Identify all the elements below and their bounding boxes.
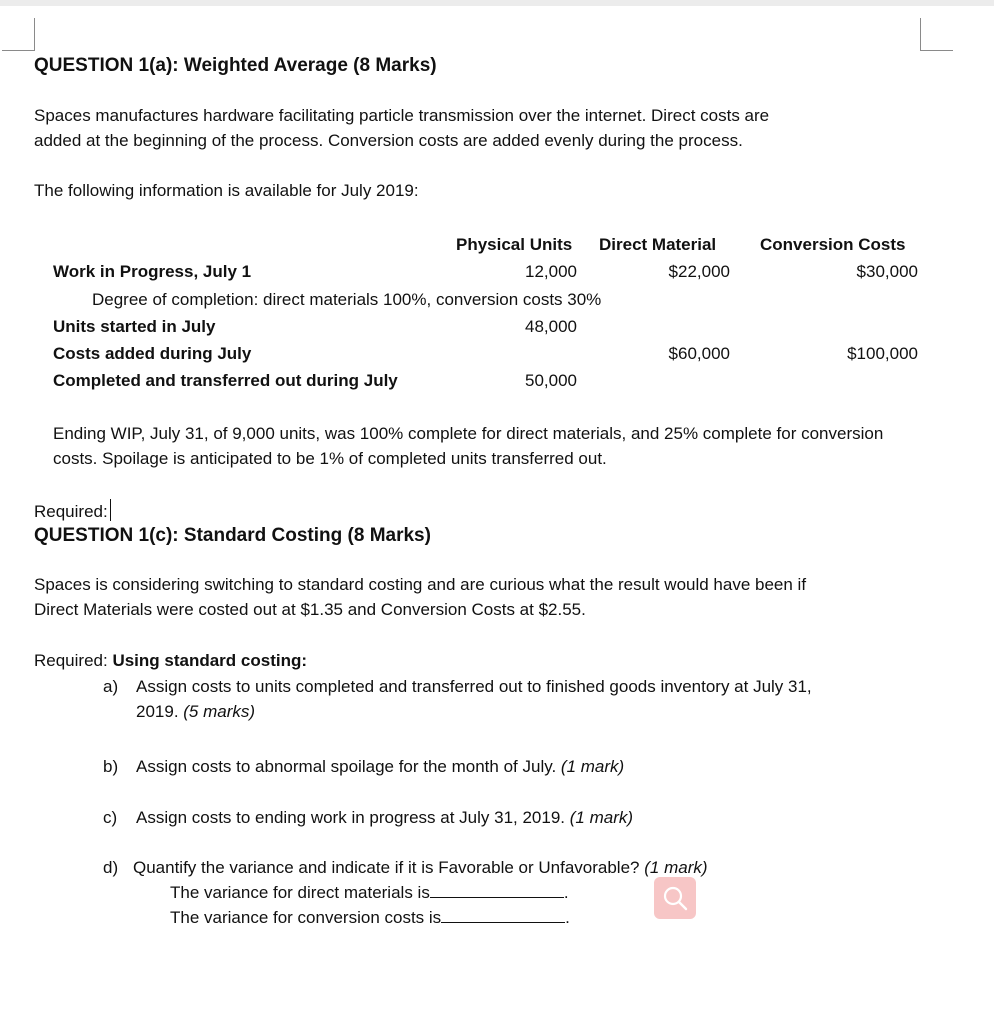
row-costs-added-cc: $100,000 — [847, 344, 918, 363]
page-corner-mark-right — [920, 18, 953, 51]
item-text-line-1: Assign costs to units completed and transferred out to finished goods inventory at July 31, — [136, 677, 812, 696]
header-conversion-costs: Conversion Costs — [760, 235, 906, 254]
item-marks: (1 mark) — [560, 757, 625, 776]
item-marker: c) — [103, 808, 118, 827]
variance-cc-line: The variance for conversion costs is . — [170, 908, 570, 927]
variance-cc-label: The variance for conversion costs is — [170, 908, 442, 927]
item-text: Quantify the variance and indicate if it is Favorable or Unfavorable? (1 mark) — [133, 858, 708, 877]
row-wip-dm: $22,000 — [668, 262, 730, 281]
item-marks: (1 mark) — [569, 808, 634, 827]
row-started-label: Units started in July — [53, 317, 216, 336]
text-cursor — [110, 499, 111, 521]
header-physical-units: Physical Units — [456, 235, 573, 254]
page-corner-mark-left — [2, 18, 35, 51]
q1a-intro-line-1: Spaces manufactures hardware facilitating particle transmission over the internet. Direct costs are — [34, 106, 770, 125]
variance-cc-blank[interactable] — [441, 908, 565, 923]
q1c-title: QUESTION 1(c): Standard Costing (8 Marks) — [34, 525, 431, 546]
row-wip-units: 12,000 — [525, 262, 577, 281]
q1a-required-label: Required: — [34, 502, 108, 521]
q1c-required-prefix: Required: — [34, 651, 113, 670]
item-text-line-2: 2019. (5 marks) — [136, 702, 256, 721]
item-marker: d) — [103, 858, 119, 877]
top-bar — [0, 0, 994, 6]
variance-dm-blank[interactable] — [430, 883, 564, 898]
search-button[interactable] — [654, 877, 696, 919]
header-direct-material: Direct Material — [599, 235, 717, 254]
q1c-required-bold: Using standard costing: — [112, 651, 308, 670]
variance-dm-label: The variance for direct materials is — [170, 883, 430, 902]
row-wip-cc: $30,000 — [856, 262, 918, 281]
item-marker: b) — [103, 757, 119, 776]
row-costs-added-label: Costs added during July — [53, 344, 252, 363]
row-costs-added-dm: $60,000 — [668, 344, 730, 363]
row-completed-units: 50,000 — [525, 371, 577, 390]
item-marker: a) — [103, 677, 119, 696]
q1c-intro-line-1: Spaces is considering switching to standard costing and are curious what the result would have been if — [34, 575, 807, 594]
row-degree-label: Degree of completion: direct materials 100%, conversion costs 30% — [92, 290, 602, 309]
variance-dm-line: The variance for direct materials is . — [170, 883, 569, 902]
q1c-intro-line-2: Direct Materials were costed out at $1.35 and Conversion Costs at $2.55. — [34, 600, 586, 619]
row-started-units: 48,000 — [525, 317, 577, 336]
q1a-ending-line-2: costs. Spoilage is anticipated to be 1% of completed units transferred out. — [53, 449, 607, 468]
q1a-intro-line-2: added at the beginning of the process. Conversion costs are added evenly during the process. — [34, 131, 743, 150]
q1c-required — [34, 651, 307, 671]
item-text: Assign costs to abnormal spoilage for the month of July. (1 mark) — [136, 757, 625, 776]
item-marks: (5 marks) — [183, 702, 256, 721]
search-icon — [661, 884, 689, 912]
q1a-info-line: The following information is available for July 2019: — [34, 181, 419, 200]
q1a-required[interactable] — [34, 499, 111, 522]
row-completed-label: Completed and transferred out during July — [53, 371, 398, 390]
q1a-ending-line-1: Ending WIP, July 31, of 9,000 units, was 100% complete for direct materials, and 25% complete for conversion — [53, 424, 884, 443]
row-wip-label: Work in Progress, July 1 — [53, 262, 252, 281]
item-text: Assign costs to ending work in progress at July 31, 2019. (1 mark) — [136, 808, 634, 827]
q1a-title: QUESTION 1(a): Weighted Average (8 Marks) — [34, 55, 437, 76]
item-marks: (1 mark) — [644, 858, 708, 877]
